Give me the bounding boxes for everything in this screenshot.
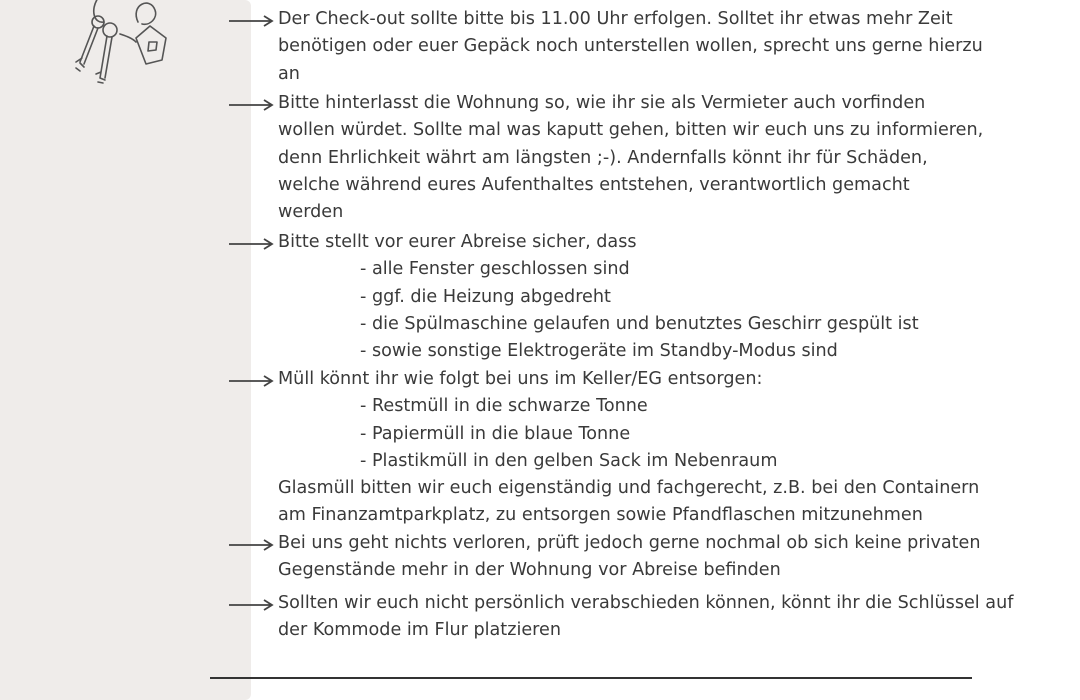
rule-line: der Kommode im Flur platzieren <box>278 620 561 641</box>
rule-line: wollen würdet. Sollte mal was kaputt gehen, bitten wir euch uns zu informieren, <box>278 120 984 141</box>
arrow-right-icon <box>228 539 274 551</box>
rule-line: Bitte hinterlasst die Wohnung so, wie ihr sie als Vermieter auch vorfinden <box>278 93 926 113</box>
rule-waste-disposal <box>228 366 979 530</box>
checklist-item: - Restmüll in die schwarze Tonne <box>360 396 648 417</box>
rule-line: benötigen oder euer Gepäck noch unterstellen wollen, sprecht uns gerne hierzu <box>278 36 983 57</box>
rule-line: welche während eures Aufenthaltes entstehen, verantwortlich gemacht <box>278 174 910 195</box>
arrow-right-icon <box>228 375 274 387</box>
rule-personal-items <box>228 530 981 585</box>
checklist-item: - alle Fenster geschlossen sind <box>360 259 630 280</box>
checklist-item: - die Spülmaschine gelaufen und benutztes Geschirr gespült ist <box>360 313 919 334</box>
rule-line: am Finanzamtparkplatz, zu entsorgen sowie Pfandflaschen mitzunehmen <box>278 505 923 526</box>
rule-line: Sollten wir euch nicht persönlich verabschieden können, könnt ihr die Schlüssel auf <box>278 593 1014 613</box>
checklist-item: - ggf. die Heizung abgedreht <box>360 286 611 307</box>
checklist-item: - sowie sonstige Elektrogeräte im Standby-Modus sind <box>360 341 838 362</box>
checklist-item: - Plastikmüll in den gelben Sack im Nebenraum <box>360 450 778 471</box>
keys-icon <box>50 0 190 110</box>
rule-before-departure <box>228 229 919 365</box>
arrow-right-icon <box>228 599 274 611</box>
rule-line: Müll könnt ihr wie folgt bei uns im Keller/EG entsorgen: <box>278 369 763 389</box>
rule-checkout <box>228 6 983 88</box>
checklist-item: - Papiermüll in die blaue Tonne <box>360 423 631 444</box>
rule-line: Bei uns geht nichts verloren, prüft jedoch gerne nochmal ob sich keine privaten <box>278 533 981 553</box>
rule-line: Der Check-out sollte bitte bis 11.00 Uhr erfolgen. Solltet ihr etwas mehr Zeit <box>278 9 953 29</box>
arrow-right-icon <box>228 99 274 111</box>
rule-line: Glasmüll bitten wir euch eigenständig und fachgerecht, z.B. bei den Containern <box>278 478 980 499</box>
rule-line: an <box>278 63 300 84</box>
bottom-divider <box>210 677 972 679</box>
rule-line: Bitte stellt vor eurer Abreise sicher, dass <box>278 232 637 252</box>
arrow-right-icon <box>228 15 274 27</box>
rule-line: Gegenstände mehr in der Wohnung vor Abreise befinden <box>278 560 781 581</box>
arrow-right-icon <box>228 238 274 250</box>
rule-leave-apartment <box>228 90 983 226</box>
rule-line: denn Ehrlichkeit währt am längsten ;-). Andernfalls könnt ihr für Schäden, <box>278 147 928 168</box>
rule-key-return <box>228 590 1013 645</box>
rule-line: werden <box>278 202 344 223</box>
